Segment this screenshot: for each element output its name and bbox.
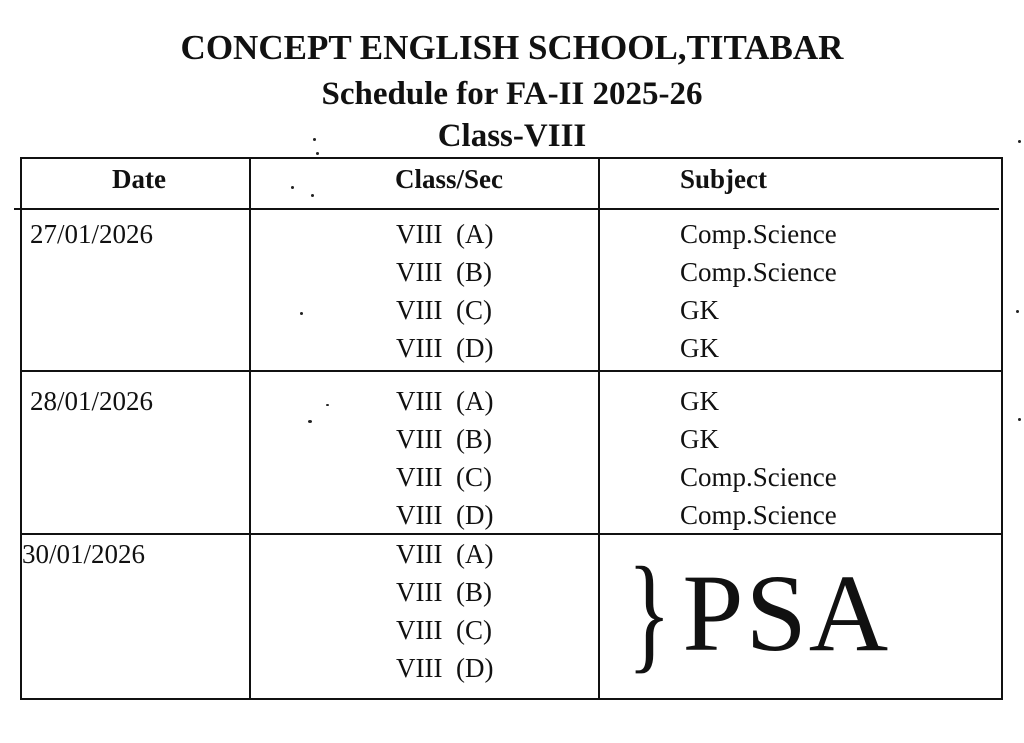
subject-cell: Comp.Science [680,500,837,530]
class-sec-cell: VIII (C) [396,295,492,325]
subject-cell: Comp.Science [680,257,837,287]
column-header-subject: Subject [680,164,767,194]
class-sec-cell: VIII (A) [396,539,494,569]
class-sec-cell: VIII (A) [396,219,494,249]
class-sec-cell: VIII (D) [396,653,494,683]
table-border-left [20,157,22,700]
class-sec-cell: VIII (C) [396,462,492,492]
table-border-top [20,157,1003,159]
subject-cell: Comp.Science [680,462,837,492]
table-border-bottom [20,698,1003,700]
subject-cell: GK [680,295,719,325]
subject-cell: GK [680,424,719,454]
header-divider [14,208,999,210]
date-cell: 28/01/2026 [30,386,154,416]
group-divider-2 [20,533,1003,535]
table-border-right [1001,157,1003,700]
class-sec-cell: VIII (D) [396,333,494,363]
group-divider-1 [20,370,1003,372]
psa-subject: PSA [682,552,891,674]
class-sec-cell: VIII (C) [396,615,492,645]
column-divider-2 [598,157,600,700]
date-cell: 27/01/2026 [30,219,154,249]
school-name: CONCEPT ENGLISH SCHOOL,TITABAR [180,28,844,67]
class-sec-cell: VIII (A) [396,386,494,416]
column-header-date: Date [112,164,166,194]
class-sec-cell: VIII (B) [396,257,492,287]
class-sec-cell: VIII (D) [396,500,494,530]
column-header-class-sec: Class/Sec [395,164,503,194]
subject-cell: GK [680,333,719,363]
subject-cell: GK [680,386,719,416]
curly-brace: } [627,541,672,685]
psa-subject-block [618,541,891,685]
class-sec-cell: VIII (B) [396,424,492,454]
schedule-title: Schedule for FA-II 2025-26 [321,76,703,112]
column-divider-1 [249,157,251,700]
subject-cell: Comp.Science [680,219,837,249]
class-title: Class-VIII [437,118,587,154]
date-cell: 30/01/2026 [22,539,146,569]
class-sec-cell: VIII (B) [396,577,492,607]
